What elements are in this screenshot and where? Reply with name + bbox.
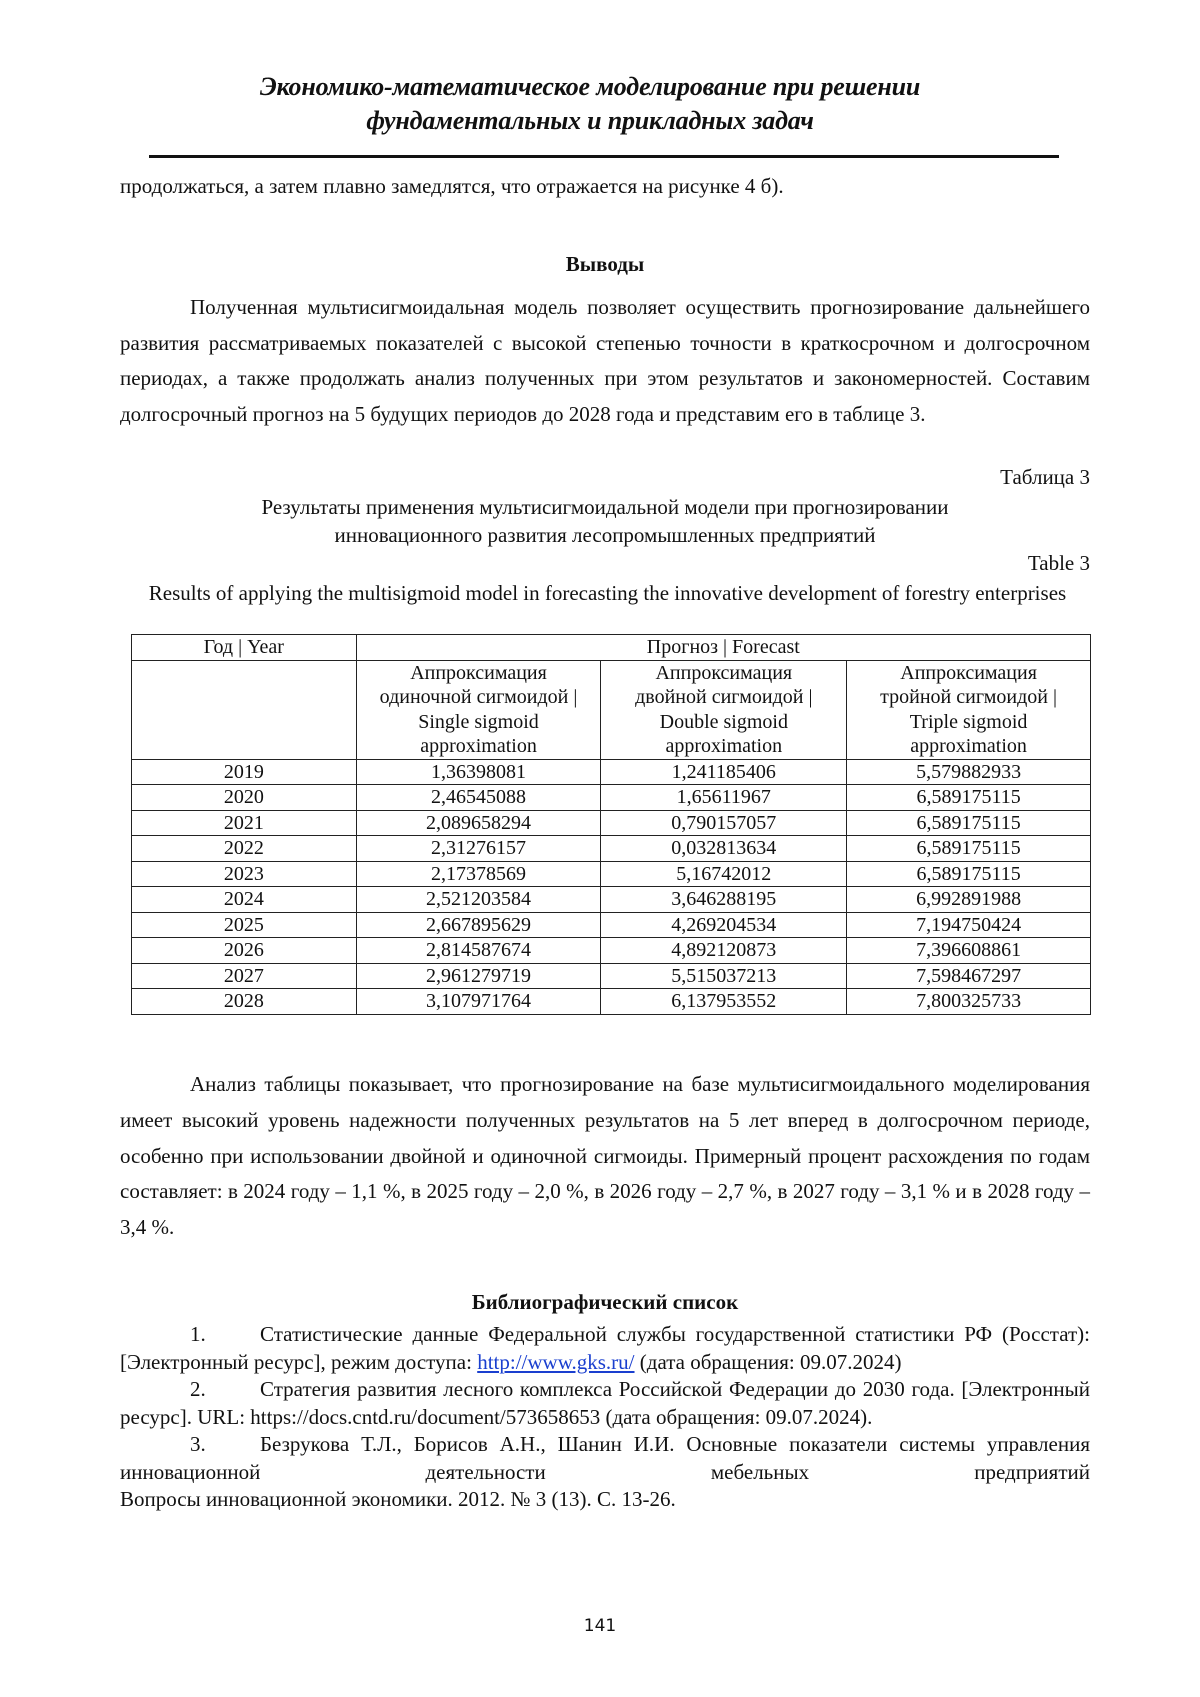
bibliography-item-3-continued <box>120 1486 1090 1514</box>
bibliography-text: Стратегия развития лесного комплекса Российской Федерации до 2030 года. [Электронный ресурс]. URL: https://docs.cntd.ru/document/573658653 (дата обращения: 09.07.2024). <box>120 1377 1090 1429</box>
cell-triple: 6,589175115 <box>847 785 1091 811</box>
cell-year: 2027 <box>132 963 357 989</box>
cell-single: 3,107971764 <box>356 989 601 1015</box>
header-line: Triple sigmoid <box>909 710 1028 733</box>
bibliography-number: 1. <box>190 1322 206 1346</box>
table-row <box>132 759 1091 785</box>
cell-double: 5,515037213 <box>601 963 847 989</box>
running-header-line2: фундаментальных и прикладных задач <box>366 106 814 135</box>
header-line: двойной сигмоидой | <box>635 686 813 708</box>
bibliography-list <box>120 1321 1090 1514</box>
table-row <box>132 963 1091 989</box>
header-line: Аппроксимация <box>900 661 1037 684</box>
cell-single: 2,961279719 <box>356 963 601 989</box>
cell-triple: 6,589175115 <box>847 836 1091 862</box>
table-row <box>132 912 1091 938</box>
cell-year: 2025 <box>132 912 357 938</box>
cell-triple: 6,589175115 <box>847 810 1091 836</box>
cell-triple: 7,396608861 <box>847 938 1091 964</box>
header-year-empty <box>132 660 357 759</box>
table-caption-ru <box>120 493 1090 549</box>
cell-year: 2021 <box>132 810 357 836</box>
page-number: 141 <box>583 1616 617 1636</box>
header-year: Год | Year <box>132 635 357 661</box>
cell-double: 1,241185406 <box>601 759 847 785</box>
cell-year: 2026 <box>132 938 357 964</box>
bibliography-text: Вопросы инновационной экономики. 2012. № 3 (13). С. 13-26. <box>120 1487 676 1511</box>
table-row <box>132 887 1091 913</box>
running-header-line1: Экономико-математическое моделирование при решении <box>259 72 921 101</box>
header-line: Аппроксимация <box>410 661 547 684</box>
table-label-en: Table 3 <box>1027 551 1090 575</box>
conclusions-paragraph: Полученная мультисигмоидальная модель позволяет осуществить прогнозирование дальнейшего развития рассматриваемых показателей с высокой степенью точности в краткосрочном и долгосрочном периодах, а также продолжать анализ полученных при этом результатов и закономерностей. Составим долгосрочный прогноз на 5 будущих периодов до 2028 года и представим его в таблице 3. <box>120 295 1090 426</box>
cell-single: 2,17378569 <box>356 861 601 887</box>
cell-triple: 7,800325733 <box>847 989 1091 1015</box>
header-line: approximation <box>910 735 1027 757</box>
cell-triple: 7,194750424 <box>847 912 1091 938</box>
table-caption-ru-line2: инновационного развития лесопромышленных предприятий <box>334 523 876 547</box>
header-double-sigmoid <box>601 660 847 759</box>
header-line: Аппроксимация <box>655 661 793 684</box>
bibliography-text: Безрукова Т.Л., Борисов А.Н., Шанин И.И. Основные показатели системы управления инновационной деятельности мебельных предприятий <box>120 1432 1090 1484</box>
cell-single: 2,814587674 <box>356 938 601 964</box>
header-line: Single sigmoid <box>418 710 539 733</box>
table-row <box>132 861 1091 887</box>
header-line: Double sigmoid <box>659 710 788 733</box>
cell-single: 2,46545088 <box>356 785 601 811</box>
table-header-row <box>132 635 1091 661</box>
cell-triple: 6,589175115 <box>847 861 1091 887</box>
cell-double: 6,137953552 <box>601 989 847 1015</box>
header-triple-sigmoid <box>847 660 1091 759</box>
cell-year: 2023 <box>132 861 357 887</box>
cell-double: 1,65611967 <box>601 785 847 811</box>
cell-single: 2,667895629 <box>356 912 601 938</box>
header-single-sigmoid <box>356 660 601 759</box>
forecast-table <box>131 634 1091 1015</box>
header-line: approximation <box>665 735 783 757</box>
cell-double: 3,646288195 <box>601 887 847 913</box>
cell-double: 0,790157057 <box>601 810 847 836</box>
table-caption-en: Results of applying the multisigmoid model in forecasting the innovative development of forestry enterprises <box>148 581 1067 605</box>
cell-triple: 5,579882933 <box>847 759 1091 785</box>
bibliography-item-3 <box>120 1431 1090 1486</box>
cell-double: 0,032813634 <box>601 836 847 862</box>
bibliography-number: 2. <box>190 1377 206 1401</box>
table-subheader-row <box>132 660 1091 759</box>
header-line: approximation <box>420 735 537 757</box>
bibliography-text: (дата обращения: 09.07.2024) <box>634 1349 902 1374</box>
table-row <box>132 836 1091 862</box>
cell-year: 2028 <box>132 989 357 1015</box>
bibliography-item-2 <box>120 1376 1090 1431</box>
table-row <box>132 938 1091 964</box>
cell-triple: 6,992891988 <box>847 887 1091 913</box>
gks-link[interactable]: http://www.gks.ru/ <box>477 1349 635 1374</box>
header-forecast: Прогноз | Forecast <box>356 635 1090 661</box>
bibliography-number: 3. <box>190 1432 206 1456</box>
analysis-paragraph: Анализ таблицы показывает, что прогнозирование на базе мультисигмоидального моделирования имеет высокий уровень надежности полученных результатов на 5 лет вперед в долгосрочном периоде, особенно при использовании двойной и одиночной сигмоиды. Примерный процент расхождения по годам составляет: в 2024 году – 1,1 %, в 2025 году – 2,0 %, в 2026 году – 2,7 %, в 2027 году – 3,1 % и в 2028 году – 3,4 %. <box>120 1072 1090 1240</box>
cell-year: 2019 <box>132 759 357 785</box>
table-row <box>132 989 1091 1015</box>
cell-year: 2020 <box>132 785 357 811</box>
cell-double: 4,892120873 <box>601 938 847 964</box>
cell-single: 2,089658294 <box>356 810 601 836</box>
header-divider <box>149 155 1059 158</box>
table-row <box>132 785 1091 811</box>
table-label-ru: Таблица 3 <box>1000 465 1090 489</box>
running-header <box>120 70 1060 138</box>
cell-single: 2,521203584 <box>356 887 601 913</box>
conclusions-heading: Выводы <box>565 252 645 276</box>
continuation-paragraph: продолжаться, а затем плавно замедлятся, что отражается на рисунке 4 б). <box>120 174 784 198</box>
table-caption-ru-line1: Результаты применения мультисигмоидальной модели при прогнозировании <box>261 495 949 519</box>
cell-double: 4,269204534 <box>601 912 847 938</box>
cell-single: 2,31276157 <box>356 836 601 862</box>
bibliography-heading: Библиографический список <box>471 1290 739 1314</box>
header-line: одиночной сигмоидой | <box>379 686 578 708</box>
cell-year: 2022 <box>132 836 357 862</box>
header-line: тройной сигмоидой | <box>880 686 1058 708</box>
cell-year: 2024 <box>132 887 357 913</box>
cell-single: 1,36398081 <box>356 759 601 785</box>
bibliography-item-1 <box>120 1321 1090 1376</box>
cell-triple: 7,598467297 <box>847 963 1091 989</box>
bibliography-text: Статистические данные Федеральной службы государственной статистики РФ (Росстат): [Электронный ресурс], режим доступа: <box>120 1322 1090 1374</box>
cell-double: 5,16742012 <box>601 861 847 887</box>
table-row <box>132 810 1091 836</box>
